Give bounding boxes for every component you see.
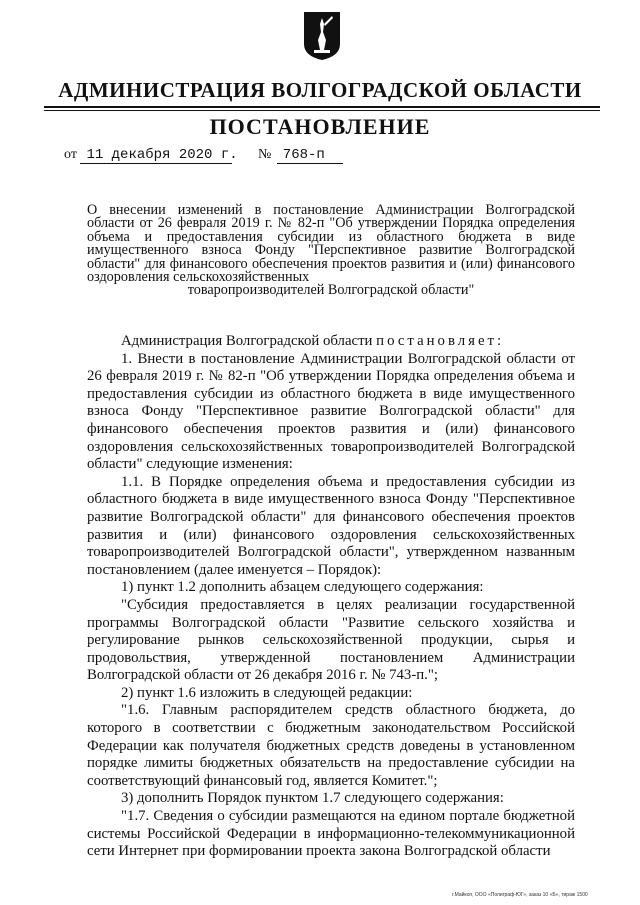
document-body [87,333,575,861]
intro-resolves: постановляет: [376,333,505,349]
paragraph-1-1: 1.1. В Порядке определения объема и предоставления субсидии из областного бюджета в виде имущественного взноса Фонду "Перспективное развитие Волгоградской области" для финансового обеспечения проектов развития и (или) финансового оздоровления сельскохозяйственных товаропроизводителей Волгоградской области", утвержденном названным постановлением (далее именуется – Порядок): [87,473,575,578]
number-value: 768-п [277,147,343,164]
document-type-title: ПОСТАНОВЛЕНИЕ [209,114,431,139]
date-prefix: от [64,147,77,162]
paragraph-1: 1. Внести в постановление Администрации Волгоградской области от 26 февраля 2019 г. № 82-п "Об утверждении Порядка определения объема и предоставления субсидии из областного бюджета в виде имущественного взноса Фонду "Перспективное развитие Волгоградской области" для финансового обеспечения проектов развития и (или) финансового оздоровления сельскохозяйственных товаропроизводителей Волгоградской области" следующие изменения: [87,350,575,473]
quote-1: "Субсидия предоставляется в целях реализации государственной программы Волгоградской области "Развитие сельского хозяйства и регулирование рынков сельскохозяйственной продукции, сырья и продовольствия, утвержденной постановлением Администрации Волгоградской области от 26 декабря 2016 г. № 743-п."; [87,596,575,684]
date-value: 11 декабря 2020 г. [80,147,232,164]
header-rule-thick [44,106,600,108]
date-number-line [64,147,343,164]
number-prefix: № [257,147,272,162]
quote-3: "1.7. Сведения о субсидии размещаются на едином портале бюджетной системы Российской Федерации в информационно-телекоммуникационной сети Интернет при формировании проекта закона Волгоградской области [87,808,575,860]
subject-text: О внесении изменений в постановление Администрации Волгоградской области от 26 февраля 2019 г. № 82-п "Об утверждении Порядка определения объема и предоставления субсидии из областного бюджета в виде имущественного взноса Фонду "Перспективное развитие Волгоградской области" для финансового обеспечения проектов развития и (или) финансового оздоровления сельскохозяйственных [87,202,575,286]
intro-text: Администрация Волгоградской области [121,333,373,349]
coat-of-arms-emblem [302,10,342,62]
item-1: 1) пункт 1.2 дополнить абзацем следующего содержания: [121,579,484,596]
item-2: 2) пункт 1.6 изложить в следующей редакции: [121,684,413,701]
print-footer-note: г.Майкоп, ООО «Полиграф-ЮГ», заказ 10 «Б», тираж 1500 [452,892,588,898]
document-subject [87,204,575,298]
intro-paragraph [87,333,575,351]
quote-2: "1.6. Главным распорядителем средств областного бюджета, до которого в соответствии с бюджетным законодательством Российской Федерации как получателя бюджетных средств доведены в установленном порядке лимиты бюджетных обязательств на предоставление субсидии на соответствующий финансовый год, является Комитет."; [87,702,575,789]
item-3: 3) дополнить Порядок пунктом 1.7 следующего содержания: [121,790,504,807]
header-rule-thin [44,110,600,111]
subject-last-line: товаропроизводителей Волгоградской области" [187,282,475,299]
organization-name: АДМИНИСТРАЦИЯ ВОЛГОГРАДСКОЙ ОБЛАСТИ [58,78,582,102]
